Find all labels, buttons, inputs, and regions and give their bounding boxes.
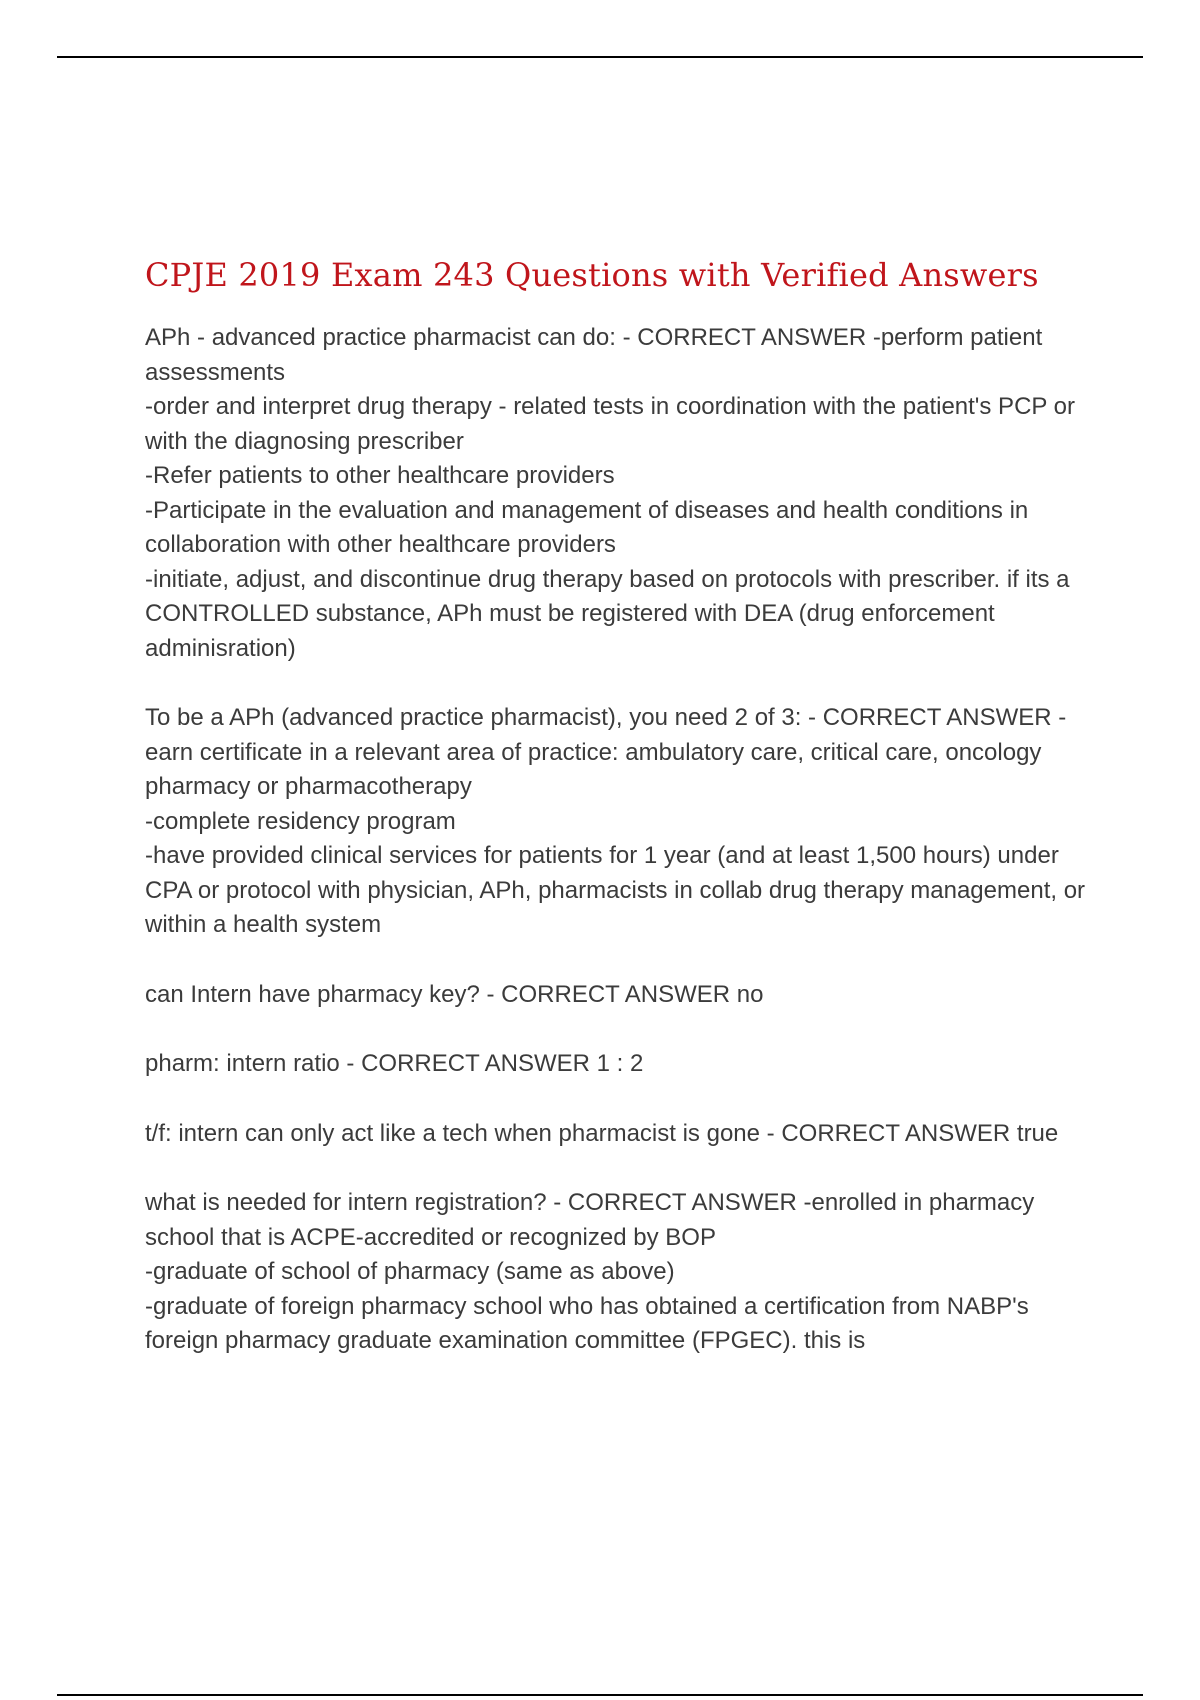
header-rule (57, 56, 1143, 58)
qa-entry-aph-requirements: To be a APh (advanced practice pharmacist), you need 2 of 3: - CORRECT ANSWER -earn certificate in a relevant area of practice: ambulatory care, critical care, oncology pharmacy or pharmacotherapy -complete residency program -have provided clinical services for patients for 1 year (and at least 1,500 hours) under CPA or protocol with physician, APh, pharmacists in collab drug therapy management, or within a health system (145, 704, 1086, 938)
qa-entry-intern-tech: t/f: intern can only act like a tech when pharmacist is gone - CORRECT ANSWER true (145, 1119, 1059, 1147)
qa-entry-aph-scope: APh - advanced practice pharmacist can do: - CORRECT ANSWER -perform patient assessments -order and interpret drug therapy - related tests in coordination with the patient's PCP or with the diagnosing prescriber -Refer patients to other healthcare providers -Participate in the evaluation and management of diseases and health conditions in collaboration with other healthcare providers -initiate, adjust, and discontinue drug therapy based on protocols with prescriber. if its a CONTROLLED substance, APh must be registered with DEA (drug enforcement adminisration) (145, 324, 1075, 662)
document-body (145, 255, 1090, 1394)
document-title: CPJE 2019 Exam 243 Questions with Verified Answers (145, 256, 1039, 294)
qa-entry-intern-key: can Intern have pharmacy key? - CORRECT ANSWER no (145, 980, 764, 1008)
qa-entry-intern-ratio: pharm: intern ratio - CORRECT ANSWER 1 : 2 (145, 1050, 644, 1077)
qa-entry-intern-registration: what is needed for intern registration? - CORRECT ANSWER -enrolled in pharmacy school that is ACPE-accredited or recognized by BOP -graduate of school of pharmacy (same as above) -graduate of foreign pharmacy school who has obtained a certification from NABP's foreign pharmacy graduate examination committee (FPGEC). this is (145, 1189, 1035, 1354)
footer-rule (57, 1694, 1143, 1696)
